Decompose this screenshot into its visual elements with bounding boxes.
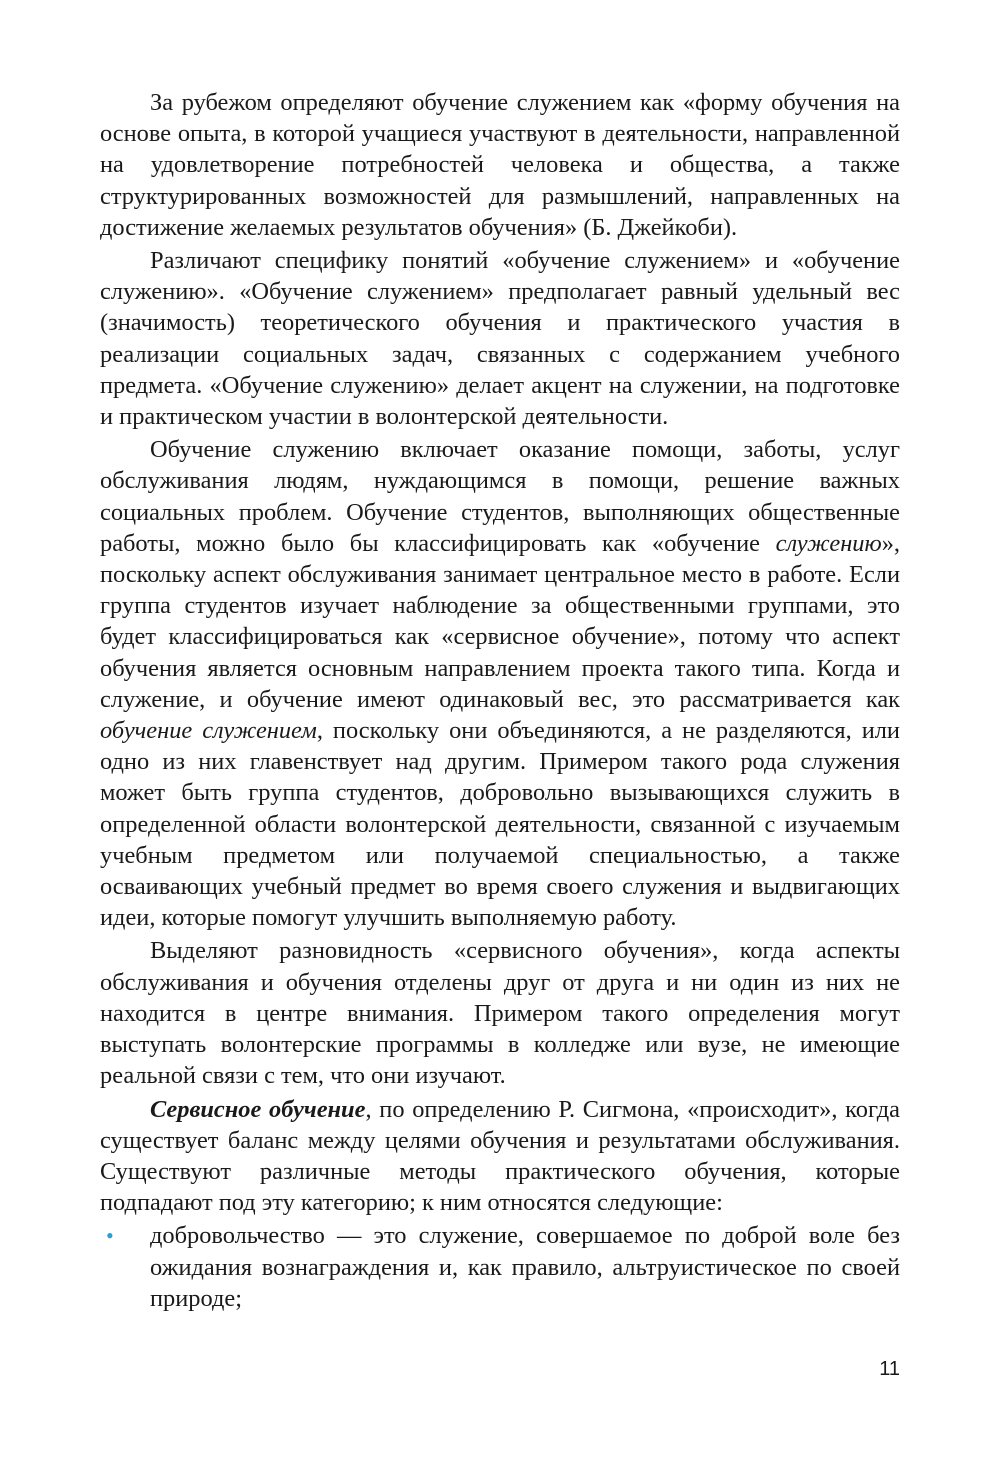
term-service-learning: Сервисное обучение bbox=[150, 1095, 366, 1123]
paragraph-3 bbox=[100, 434, 900, 933]
bullet-list bbox=[100, 1220, 900, 1314]
paragraph-3-part-a: Обучение служению включает оказание помощи, заботы, услуг обслуживания людям, нуждающимся в помощи, решение важных социальных проблем. Обучение студентов, выполняющих общественные работы, можно было бы классифицировать как «обучение bbox=[100, 436, 900, 557]
bullet-dot-icon: • bbox=[106, 1223, 114, 1249]
paragraph-5 bbox=[100, 1094, 900, 1219]
paragraph-4: Выделяют разновидность «сервисного обучения», когда аспекты обслуживания и обучения отделены друг от друга и ни один из них не находится в центре внимания. Примером такого определения могут выступать волонтерские программы в колледже или вузе, не имеющие реальной связи с тем, что они изучают. bbox=[100, 937, 900, 1090]
paragraph-5-rest: , по определению Р. Сигмона, «происходит», когда существует баланс между целями обучения и результатами обслуживания. Существуют различные методы практического обучения, которые подпадают под эту категорию; к ним относятся следующие: bbox=[100, 1095, 900, 1217]
page-number: 11 bbox=[879, 1358, 900, 1380]
emphasis-obuchenie-sluzheniem: обучение служением bbox=[100, 717, 317, 745]
emphasis-sluzheniyu: служению bbox=[775, 529, 882, 557]
paragraph-1: За рубежом определяют обучение служением как «форму обучения на основе опыта, в которой учащиеся участвуют в деятельности, направленной на удовлетворение потребностей человека и общества, а также структурированных возможностей для размышлений, направленных на достижение желаемых результатов обучения» (Б. Джейкоби). bbox=[100, 89, 900, 241]
paragraph-2: Различают специфику понятий «обучение служением» и «обучение служению». «Обучение служением» предполагает равный удельный вес (значимость) теоретического обучения и практического участия в реализации социальных задач, связанных с содержанием учебного предмета. «Обучение служению» делает акцент на служении, на подготовке и практическом участии в волонтерской деятельности. bbox=[100, 247, 900, 431]
paragraph-3-part-c: , поскольку они объединяются, а не разделяются, или одно из них главенствует над другим. Примером такого рода служения может быть группа студентов, добровольно вызывающихся служить в определенной области волонтерской деятельности, связанной с изучаемым учебным предметом или получаемой специальностью, а также осваивающих учебный предмет во время своего служения и выдвигающих идеи, которые помогут улучшить выполняемую работу. bbox=[100, 717, 900, 932]
list-item-text: добровольчество — это служение, совершаемое по доброй воле без ожидания вознаграждения и, как правило, альтруистическое по своей природе; bbox=[150, 1222, 900, 1312]
paragraph-3-part-b: », поскольку аспект обслуживания занимает центральное место в работе. Если группа студентов изучает наблюдение за общественными группами, это будет классифицироваться как «сервисное обучение», потому что аспект обучения является основным направлением проекта такого типа. Когда и служение, и обучение имеют одинаковый вес, это рассматривается как bbox=[100, 529, 900, 713]
list-item bbox=[100, 1220, 900, 1314]
body-text bbox=[100, 87, 900, 1314]
